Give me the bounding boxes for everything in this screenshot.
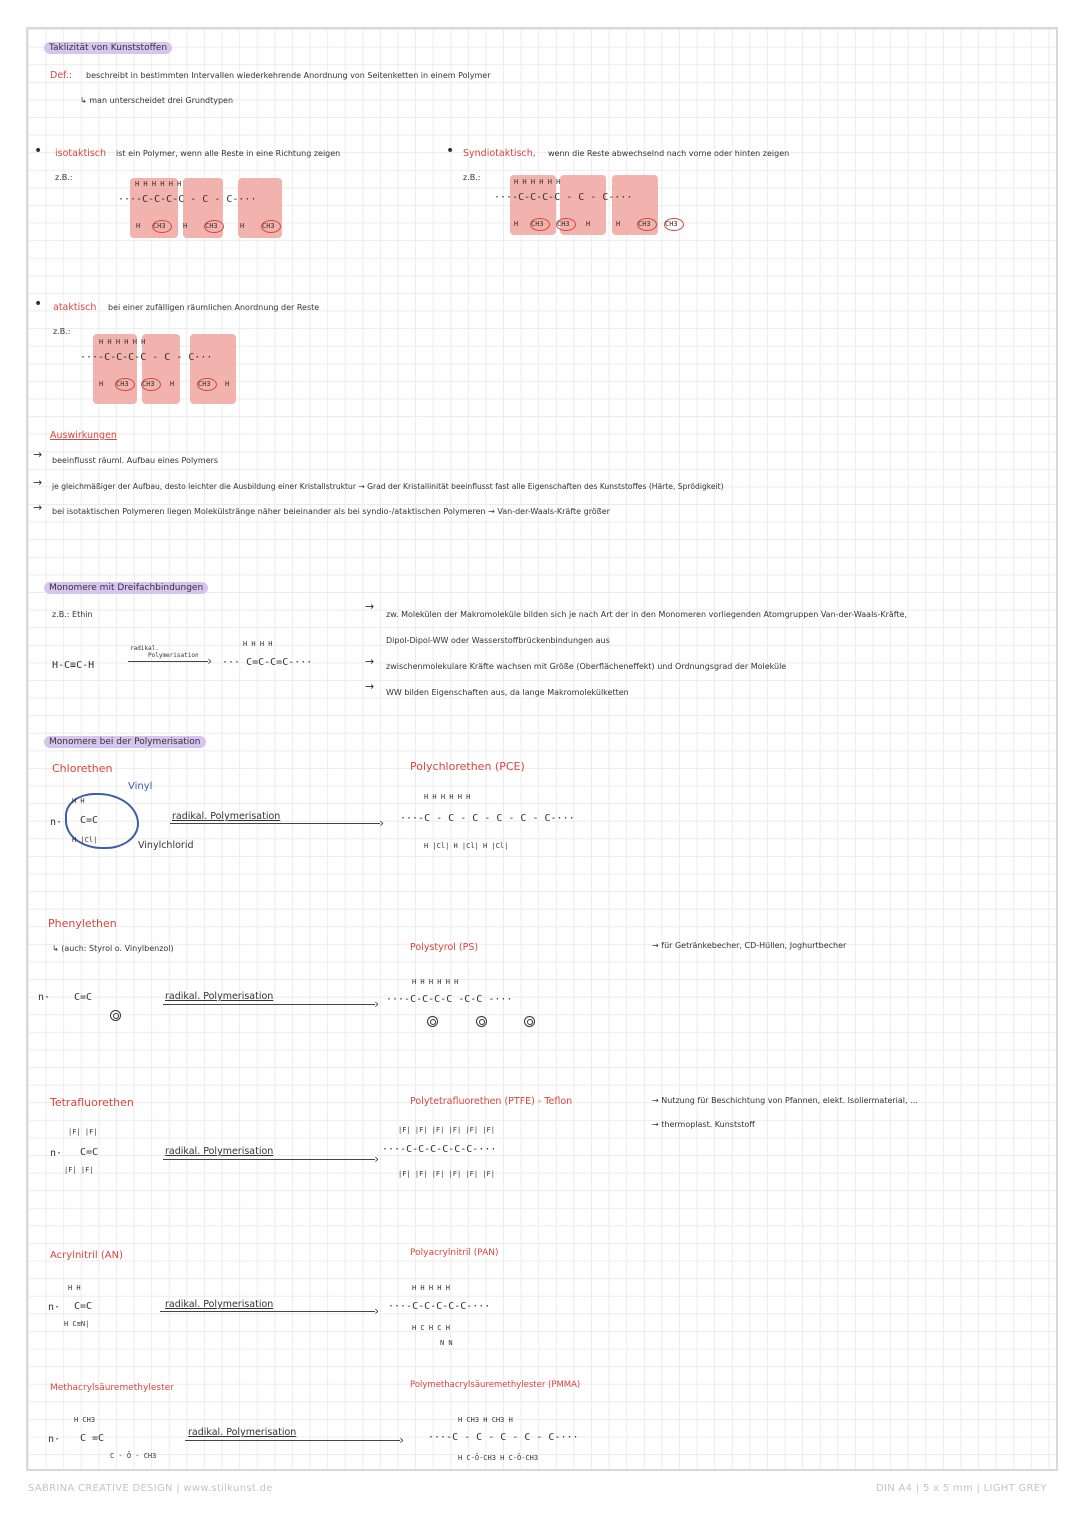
styrene-name: Phenylethen <box>48 917 117 930</box>
footer-right: DIN A4 | 5 x 5 mm | LIGHT GREY <box>876 1483 1047 1494</box>
monomer-bot: H |Cl| <box>72 836 98 844</box>
monomer-top: H H <box>68 1284 81 1292</box>
vinylchlorid-label: Vinylchlorid <box>138 840 194 851</box>
iso-ch3: CH3 <box>262 222 275 230</box>
syn-ch3: CH3 <box>638 220 651 228</box>
n-coefficient: n· <box>38 992 51 1003</box>
ps-chain: ···-C-C-C-C -C-C -··· <box>386 994 513 1005</box>
benzene-ring-icon <box>427 1016 438 1027</box>
pce-name: Polychlorethen (PCE) <box>410 760 525 773</box>
bullet: • <box>34 143 43 159</box>
iso-ch3: CH3 <box>205 222 218 230</box>
ata-h: H <box>170 380 175 388</box>
monomer-bot: |F| |F| <box>64 1166 94 1174</box>
benzene-ring-icon <box>476 1016 487 1027</box>
ethyne-formula: H-C≡C-H <box>52 660 95 671</box>
iso-h: H <box>136 222 141 230</box>
ch3-circle <box>637 218 657 231</box>
tfe-name: Tetrafluorethen <box>50 1096 134 1109</box>
bullet: • <box>34 296 43 312</box>
ata-h: H <box>225 380 230 388</box>
iso-ch3: CH3 <box>153 222 166 230</box>
ata-chain: ···-C-C-C-C - C - C··· <box>80 352 213 363</box>
chloroethene-name: Chlorethen <box>52 762 113 775</box>
reaction-label: radikal. Polymerisation <box>165 991 274 1002</box>
n-coefficient: n· <box>48 1302 61 1313</box>
arrow-icon: → <box>365 680 375 693</box>
pce-bottom: H |Cl| H |Cl| H |Cl| <box>424 842 509 850</box>
eg-label: z.B.: <box>53 327 71 336</box>
monomer-top: H H <box>72 797 85 805</box>
syn-ch3: CH3 <box>665 220 678 228</box>
reaction-arrow <box>163 1159 375 1160</box>
highlight-box <box>142 334 180 404</box>
triple-p3: WW bilden Eigenschaften aus, da lange Makromolekülketten <box>386 688 629 697</box>
ata-text: bei einer zufälligen räumlichen Anordnung der Reste <box>108 303 320 312</box>
arrow-icon: → <box>365 655 375 668</box>
monomer-mid: C=C <box>80 815 99 826</box>
syn-ch3: CH3 <box>557 220 570 228</box>
reaction-label: radikal. Polymerisation <box>188 1427 297 1438</box>
mma-name: Methacrylsäuremethylester <box>50 1383 174 1393</box>
effects-line-1: beeinflusst räuml. Aufbau eines Polymers <box>52 456 219 465</box>
ch3-circle <box>197 378 217 391</box>
triple-p1a: zw. Molekülen der Makromoleküle bilden sich je nach Art der in den Monomeren vorliegenden Atomgruppen Van-der-Waals-Kräfte, <box>386 610 908 619</box>
syn-chain: ···-C-C-C-C - C - C-··· <box>494 192 633 203</box>
footer-left: SABRINA CREATIVE DESIGN | www.stilkunst.de <box>28 1483 273 1494</box>
pce-chain: ···-C - C - C - C - C - C-··· <box>400 813 575 824</box>
arrow-icon: → <box>33 501 43 514</box>
ata-term: ataktisch <box>53 302 97 313</box>
bullet: • <box>446 143 455 159</box>
syn-text: wenn die Reste abwechselnd nach vorne oder hinten zeigen <box>548 149 790 158</box>
arrow-label: radikal. <box>130 645 159 652</box>
reaction-arrow <box>160 1311 375 1312</box>
syn-term: Syndiotaktisch, <box>463 148 536 159</box>
monomer-mid: C=C <box>74 1301 93 1312</box>
arrow-icon: → <box>33 476 43 489</box>
eg-label: z.B.: <box>463 173 481 182</box>
pce-top: H H H H H H <box>424 793 471 801</box>
reaction-arrow <box>185 1440 400 1441</box>
iso-term: isotaktisch <box>55 148 107 159</box>
grid-paper <box>26 27 1058 1471</box>
syn-h: H <box>514 220 519 228</box>
ch3-circle <box>530 218 550 231</box>
benzene-ring-icon <box>110 1010 121 1021</box>
reaction-label: radikal. Polymerisation <box>165 1299 274 1310</box>
iso-h: H <box>183 222 188 230</box>
pan-top: H H H H H <box>412 1284 450 1292</box>
monomer-top: |F| |F| <box>68 1128 98 1136</box>
reaction-label: radikal. Polymerisation <box>172 811 281 822</box>
chain-top: H H H H H H <box>99 338 146 346</box>
triple-p1b: Dipol-Dipol-WW oder Wasserstoffbrückenbindungen aus <box>386 636 610 645</box>
ptfe-use-2: → thermoplast. Kunststoff <box>652 1120 755 1129</box>
iso-chain: ···-C-C-C-C - C - C-··· <box>118 194 257 205</box>
ps-name: Polystyrol (PS) <box>410 942 479 953</box>
acrylonitrile-name: Acrylnitril (AN) <box>50 1250 123 1261</box>
tacticity-heading: Taklizität von Kunststoffen <box>44 42 172 54</box>
vinyl-label: Vinyl <box>128 781 153 792</box>
pmma-name: Polymethacrylsäuremethylester (PMMA) <box>410 1380 581 1390</box>
ch3-circle <box>115 378 135 391</box>
ptfe-top: |F| |F| |F| |F| |F| |F| <box>398 1126 495 1134</box>
arrow-icon: → <box>33 448 43 461</box>
highlight-box <box>190 334 236 404</box>
pmma-bottom: H C-Ō-CH3 H C-Ō-CH3 <box>458 1454 539 1462</box>
reaction-arrow <box>163 1004 375 1005</box>
eg-label: z.B.: <box>55 173 73 182</box>
pan-chain: ···-C-C-C-C-C-··· <box>388 1301 491 1312</box>
ptfe-bottom: |F| |F| |F| |F| |F| |F| <box>398 1170 495 1178</box>
effects-line-3: bei isotaktischen Polymeren liegen Molekülstränge näher beieinander als bei syndio-/ataktischen Polymeren → Van-der-Waals-Kräfte größer <box>52 507 610 516</box>
pmma-chain: ···-C - C - C - C - C-··· <box>428 1432 579 1443</box>
monomer-bot: H C≡N| <box>64 1320 90 1328</box>
reaction-label: radikal. Polymerisation <box>165 1146 274 1157</box>
ata-ch3: CH3 <box>198 380 211 388</box>
arrow-label: Polymerisation <box>148 652 199 659</box>
ptfe-chain: ···-C-C-C-C-C-C-··· <box>382 1144 497 1155</box>
ch3-circle <box>204 220 224 233</box>
ch3-circle <box>261 220 281 233</box>
syn-ch3: CH3 <box>531 220 544 228</box>
iso-text: ist ein Polymer, wenn alle Reste in eine Richtung zeigen <box>116 149 341 158</box>
styrene-monomer: C=C <box>74 992 93 1003</box>
pan-name: Polyacrylnitril (PAN) <box>410 1248 499 1258</box>
syn-h: H <box>586 220 591 228</box>
ptfe-use-1: → Nutzung für Beschichtung von Pfannen, elekt. Isoliermaterial, ... <box>652 1096 918 1105</box>
ch3-circle <box>152 220 172 233</box>
def-text: beschreibt in bestimmten Intervallen wiederkehrende Anordnung von Seitenketten in einem Polymer <box>86 71 491 80</box>
styrene-aka: ↳ (auch: Styrol o. Vinylbenzol) <box>52 944 174 953</box>
def-sub: ↳ man unterscheidet drei Grundtypen <box>80 96 234 105</box>
reaction-arrow <box>170 823 380 824</box>
pan-bottom: H C H C H <box>412 1324 450 1332</box>
ps-use: → für Getränkebecher, CD-Hüllen, Joghurtbecher <box>652 941 847 950</box>
iso-h: H <box>240 222 245 230</box>
ch3-circle <box>556 218 576 231</box>
triple-p2: zwischenmolekulare Kräfte wachsen mit Größe (Oberflächeneffekt) und Ordnungsgrad der Moleküle <box>386 662 787 671</box>
monomer-mid: C =C <box>80 1433 105 1444</box>
n-coefficient: n· <box>48 1434 61 1445</box>
syn-h: H <box>616 220 621 228</box>
triple-eg: z.B.: Ethin <box>52 610 93 619</box>
triple-heading: Monomere mit Dreifachbindungen <box>44 582 208 594</box>
ata-ch3: CH3 <box>116 380 129 388</box>
effects-heading: Auswirkungen <box>50 430 117 441</box>
pmma-top: H CH3 H CH3 H <box>458 1416 513 1424</box>
product-chain: ··· C=C-C=C-··· <box>222 657 313 668</box>
chain-top: H H H H H H <box>135 180 182 188</box>
monomers-heading: Monomere bei der Polymerisation <box>44 736 206 748</box>
monomer-top: H CH3 <box>74 1416 96 1424</box>
chain-top: H H H H H H <box>514 178 561 186</box>
arrow-icon: → <box>365 600 375 613</box>
n-coefficient: n· <box>50 1148 63 1159</box>
pan-nitrogen: N N <box>440 1339 453 1347</box>
reaction-arrow <box>128 661 208 662</box>
ptfe-name: Polytetrafluorethen (PTFE) - Teflon <box>410 1096 573 1107</box>
monomer-mid: C=C <box>80 1147 99 1158</box>
ps-top: H H H H H H <box>412 978 459 986</box>
product-top: H H H H <box>243 640 273 648</box>
ch3-circle <box>141 378 161 391</box>
monomer-bot: C - Ō - CH3 <box>110 1452 157 1460</box>
def-label: Def.: <box>50 70 73 81</box>
ata-ch3: CH3 <box>142 380 155 388</box>
benzene-ring-icon <box>524 1016 535 1027</box>
n-coefficient: n· <box>50 817 63 828</box>
effects-line-2: je gleichmäßiger der Aufbau, desto leichter die Ausbildung einer Kristallstruktur → Grad der Kristallinität beeinflusst fast alle Eigenschaften des Kunststoffes (Härte, Sprödigkeit) <box>52 482 724 491</box>
ch3-circle <box>664 218 684 231</box>
ata-h: H <box>99 380 104 388</box>
